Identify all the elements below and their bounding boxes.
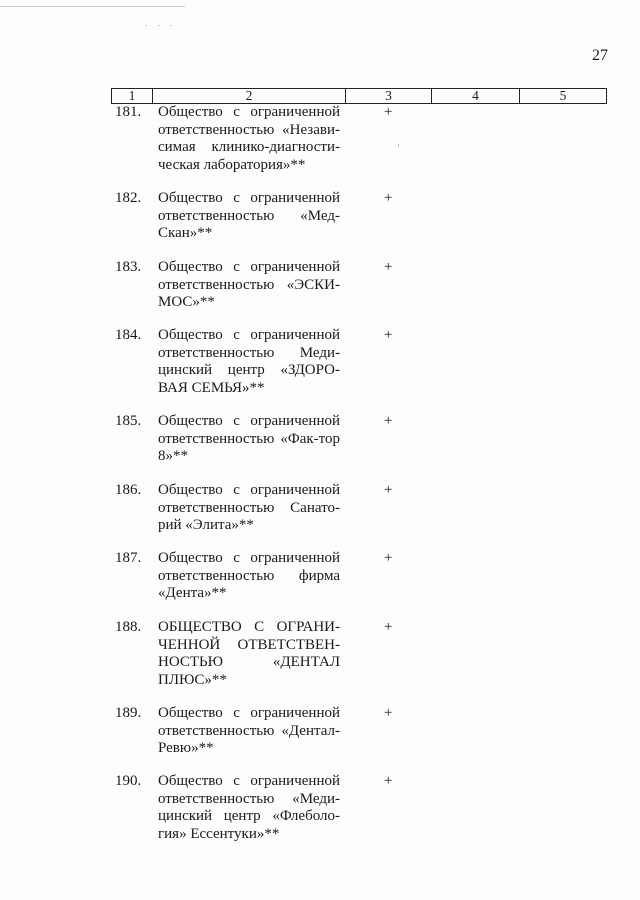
plus-mark: + xyxy=(384,327,393,343)
organization-name: ОБЩЕСТВО С ОГРАНИ-ЧЕННОЙ ОТВЕТСТВЕН-НОСТЬЮ «ДЕНТАЛ ПЛЮС»** xyxy=(158,619,340,688)
plus-mark: + xyxy=(384,705,393,721)
table-header-row xyxy=(111,88,607,104)
plus-mark: + xyxy=(384,259,393,275)
column-header-5: 5 xyxy=(519,89,606,103)
row-number: 181. xyxy=(115,104,142,120)
plus-mark: + xyxy=(384,482,393,498)
scan-artifact-line xyxy=(0,6,185,7)
plus-mark: + xyxy=(384,773,393,789)
organization-name: Общество с ограниченной ответственностью «ЭСКИ-МОС»** xyxy=(158,259,340,310)
row-number: 185. xyxy=(115,413,142,429)
row-number: 188. xyxy=(115,619,142,635)
page-number: 27 xyxy=(592,47,608,64)
row-number: 189. xyxy=(115,705,142,721)
plus-mark: + xyxy=(384,619,393,635)
organization-name: Общество с ограниченной ответственностью «Незави-симая клинико-диагности-ческая лаборатория»** xyxy=(158,104,340,173)
row-number: 184. xyxy=(115,327,142,343)
organization-name: Общество с ограниченной ответственностью фирма «Дента»** xyxy=(158,550,340,601)
organization-name: Общество с ограниченной ответственностью «Меди-цинский центр «Флеболо-гия» Ессентуки»** xyxy=(158,773,340,842)
scan-artifact-specks: . . . xyxy=(145,18,177,28)
plus-mark: + xyxy=(384,104,393,120)
plus-mark: + xyxy=(384,413,393,429)
row-number: 187. xyxy=(115,550,142,566)
column-header-3: 3 xyxy=(345,89,431,103)
organization-name: Общество с ограниченной ответственностью Санато-рий «Элита»** xyxy=(158,482,340,533)
row-number: 183. xyxy=(115,259,142,275)
column-header-4: 4 xyxy=(431,89,519,103)
column-header-2: 2 xyxy=(152,89,345,103)
organization-name: Общество с ограниченной ответственностью «Дентал-Ревю»** xyxy=(158,705,340,756)
row-number: 190. xyxy=(115,773,142,789)
row-number: 186. xyxy=(115,482,142,498)
organization-name: Общество с ограниченной ответственностью Меди-цинский центр «ЗДОРО-ВАЯ СЕМЬЯ»** xyxy=(158,327,340,396)
row-number: 182. xyxy=(115,190,142,206)
column-header-1: 1 xyxy=(128,88,136,103)
organization-name: Общество с ограниченной ответственностью «Мед-Скан»** xyxy=(158,190,340,241)
plus-mark: + xyxy=(384,550,393,566)
scan-artifact-tick: ' xyxy=(398,143,400,152)
organization-name: Общество с ограниченной ответственностью «Фак-тор 8»** xyxy=(158,413,340,464)
plus-mark: + xyxy=(384,190,393,206)
